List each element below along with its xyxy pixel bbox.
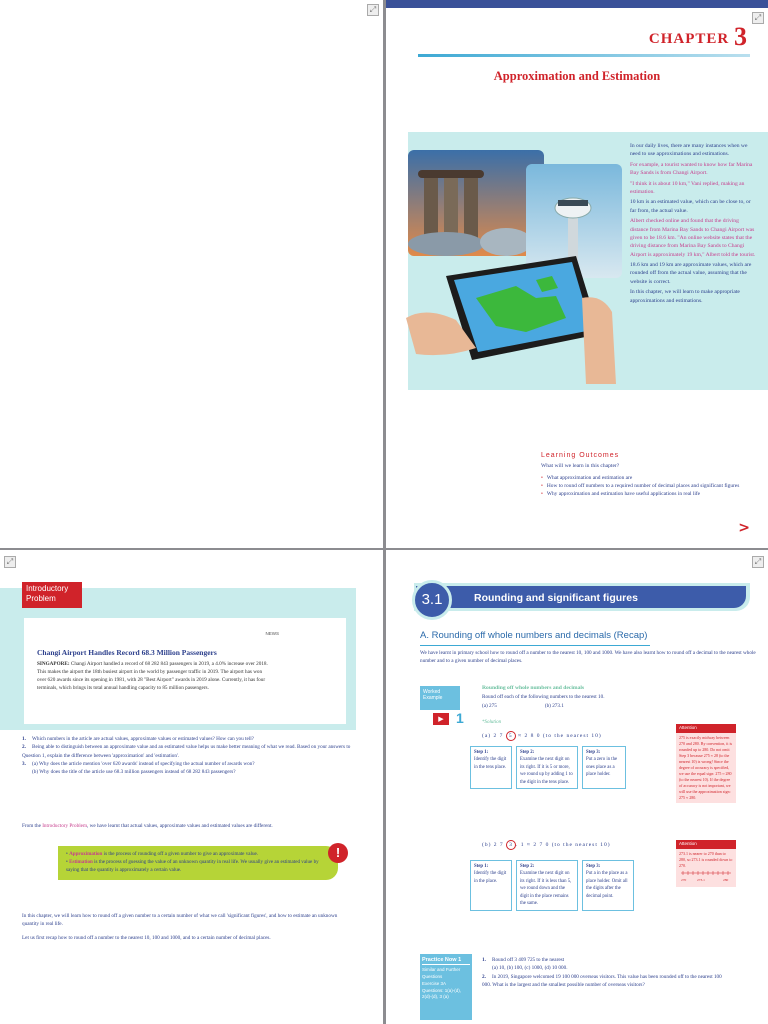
section-page: [386, 550, 768, 1024]
intro-text: [630, 142, 758, 307]
page-corner-icon[interactable]: ⤢: [367, 4, 379, 16]
steps-b: [470, 860, 634, 911]
attention-text: 273.1 is nearer to 270 than to 280, so 273.1 is rounded down to 270.: [679, 850, 733, 868]
news-body-text: Changi Airport handled a record of 68 282 843 passengers in 2019, a 4.0% increase over 2018. This makes the airport the 18th busiest airport in the world by passenger traffic in 2019. The airport has won over 620 awards since its opening in 1981, with 28 "Best Airport" awards in 2019 alone. Currently, it has four terminals, which brings its total annual handling capacity to 85 million passengers.: [37, 661, 268, 692]
step-box: Step 1: Identify the digit in the tens place.: [470, 746, 512, 789]
attention-title: Attention: [676, 840, 736, 849]
chapter-title: Approximation and Estimation: [493, 69, 661, 83]
number-line: [679, 869, 733, 883]
attention-title: Attention: [676, 724, 736, 733]
recap-text: Let us first recap how to round off a number to the nearest 10, 100 and 1000, and to a certain number of decimal places.: [22, 935, 271, 941]
section-title: Rounding and significant figures: [474, 592, 638, 604]
from-problem-text: From the Introductory Problem, we have learnt that actual values, approximate values and estimated values are different.: [22, 823, 273, 829]
attention-box: [676, 724, 736, 803]
page-corner-icon[interactable]: ⤢: [752, 556, 764, 568]
learning-outcomes-list: [541, 474, 761, 498]
chapter-label: CHAPTER 3: [648, 22, 748, 51]
news-headline: Changi Airport Handles Record 68.3 Million Passengers: [37, 648, 217, 657]
definition-box: [58, 846, 338, 880]
worked-example-parts: [482, 703, 662, 709]
practice-now-questions: Questions: 1(a)-(d), 2(d)-(d), 3 (a): [422, 987, 462, 1000]
circled-digit: 5: [506, 731, 516, 741]
introductory-problem-badge: Introductory Problem: [22, 582, 82, 608]
subsection-title: A. Rounding off whole numbers and decimals (Recap): [420, 630, 648, 641]
intro-para: 18.6 km and 19 km are approximate values, which are rounded off from the actual value, assuming that the website is correct.: [630, 262, 752, 285]
page-corner-icon[interactable]: ⤢: [752, 12, 764, 24]
definition-estimation: • Estimation is the process of guessing the value of an unknown quantity in real life. We usually give an estimated value by saying that the quantity is approximately a certain value.: [66, 859, 319, 874]
learning-outcomes-title: Learning Outcomes: [541, 452, 620, 459]
attention-text: 275 is exactly midway between 270 and 280. By convention, it is rounded up to 280. Do not omit Step 3 because 275 ≈ 28 (to the nearest 10) is wrong! Since the degree of accuracy is specified, we use the equal sign: 275 ≈ 280 (to the nearest 10). If the degree of accuracy is not important, we will use the approximation sign: 275 ≈ 280.: [679, 734, 733, 800]
subsection-rule: [420, 645, 650, 646]
learning-outcomes-question: What will we learn in this chapter?: [541, 463, 620, 469]
step-box: Step 2: Examine the next digit on its right. If it is 5 or more, we round up by adding 1 to the digit in the tens place.: [516, 746, 578, 789]
section-number: 3.1: [412, 580, 452, 620]
worked-example-number: 1: [456, 710, 464, 726]
step-box: Step 2: Examine the next digit on its right. If it is less than 5, we round down and the digit in the place remains the same.: [516, 860, 578, 911]
list-item: 2. Being able to distinguish between an approximate value and an estimated value helps us make better meaning of what we read. Based on your answers to Question 1, explain the difference between 'approximation' and 'estimation'.: [22, 744, 351, 759]
worked-example-question: Round off each of the following numbers to the nearest 10.: [482, 694, 605, 700]
problem-link[interactable]: Introductory Problem: [42, 823, 87, 829]
airport-tablet-illustration: [386, 148, 622, 388]
practice-now-title: Practice Now 1: [422, 956, 470, 965]
worked-example-badge: Worked Example: [420, 686, 460, 710]
news-dateline: SINGAPORE:: [37, 661, 70, 667]
step-box: Step 3: Put a in the place as a place holder. Omit all the digits after the decimal point.: [582, 860, 634, 911]
intro-para: In our daily lives, there are many instances when we need to use approximations and estimations.: [630, 143, 748, 158]
news-tag: NEWS: [265, 631, 279, 636]
chapter-number: 3: [734, 22, 748, 51]
intro-para: Albert checked online and found that the driving distance from Marina Bay Sands to Changi Airport was given to be 18.6 km. "An online website states that the driving distance from Marina Bay Sands to Changi Airport is approximately 19 km," Albert told the tourist.: [630, 218, 756, 258]
list-item: 2. In 2019, Singapore welcomed 19 100 000 overseas visitors. This value has been rounded off to the nearest 100 000. What is the largest and the smallest possible number of overseas visitors?: [482, 973, 722, 988]
step-box: Step 3: Put a zero in the ones place as a place holder.: [582, 746, 626, 789]
worked-example-heading: Rounding off whole numbers and decimals: [482, 685, 585, 691]
solution-label: *Solution: [482, 720, 502, 725]
part-a: (a) 275: [482, 703, 497, 709]
practice-now-exercise: Exercise 3A: [422, 980, 447, 986]
list-item: (b) Why does the title of the article use 68.3 million passengers instead of 68 282 843 passengers?: [32, 769, 236, 776]
step-box: Step 1: Identify the digit in the place.: [470, 860, 512, 911]
part-b: (b) 273.1: [544, 703, 564, 709]
introductory-problem-page: [0, 550, 383, 1024]
intro-para: For example, a tourist wanted to know how far Marina Bay Sands is from Changi Airport.: [630, 161, 753, 177]
page-corner-icon[interactable]: ⤢: [4, 556, 16, 568]
calculation-a: (a) 2 7 5 ≈ 2 8 0 (to the nearest 10): [482, 733, 602, 739]
list-item: (a) 10, (b) 100, (c) 1000, (d) 10 000.: [492, 965, 568, 972]
intro-para: 10 km is an estimated value, which can be close to, or far from, the actual value.: [630, 199, 751, 214]
learn-text: In this chapter, we will learn how to round off a given number to a certain number of what we call 'significant figures', and how to estimate an unknown quantity in real life.: [22, 913, 338, 928]
intro-para: "I think it is about 10 km," Vani replied, making an estimation.: [630, 180, 745, 195]
attention-box: [676, 840, 736, 887]
top-bar: [386, 0, 768, 8]
practice-now-badge: [420, 954, 472, 1020]
video-play-icon[interactable]: ▶: [433, 713, 449, 725]
numline-label: 280: [723, 877, 729, 882]
numline-label: 270: [681, 877, 687, 882]
news-body: [37, 660, 272, 692]
calculation-b: (b) 2 7 3 . 1 ≈ 2 7 0 (to the nearest 10): [482, 842, 611, 848]
alert-icon: !: [328, 843, 348, 863]
list-item: • What approximation and estimation are: [541, 474, 761, 482]
circled-digit: 3: [506, 840, 516, 850]
blank-page: [0, 0, 383, 548]
numline-label: 273.1: [697, 877, 705, 882]
chapter-opener-page: [386, 0, 768, 548]
next-page-arrow-icon[interactable]: >: [738, 520, 750, 536]
list-item: • Why approximation and estimation have useful applications in real life: [541, 490, 761, 498]
intro-para: In this chapter, we will learn to make appropriate approximations and estimations.: [630, 289, 740, 304]
practice-questions: [482, 956, 732, 989]
section-intro: We have learnt in primary school how to round off a number to the nearest 10, 100 and 1000. We have also learnt how to round off a decimal to the nearest whole number and to a given number of decimal places.: [420, 650, 756, 665]
list-item: 1. Which numbers in the article are actual values, approximate values or estimated values? How can you tell?: [22, 736, 254, 742]
practice-now-sub: Similar and Further Questions: [422, 967, 461, 979]
steps-a: [470, 746, 626, 789]
chapter-rule: [418, 54, 750, 57]
list-item: 3. (a) Why does the article mention 'over 620 awards' instead of specifying the actual number of awards won?: [22, 760, 255, 767]
question-list: [22, 735, 352, 777]
definition-approximation: • Approximation is the process of rounding off a given number to give an approximate value.: [66, 851, 259, 857]
list-item: • How to round off numbers to a required number of decimal places and significant figures: [541, 482, 761, 490]
list-item: 1. Round off 3 409 725 to the nearest: [482, 957, 565, 963]
